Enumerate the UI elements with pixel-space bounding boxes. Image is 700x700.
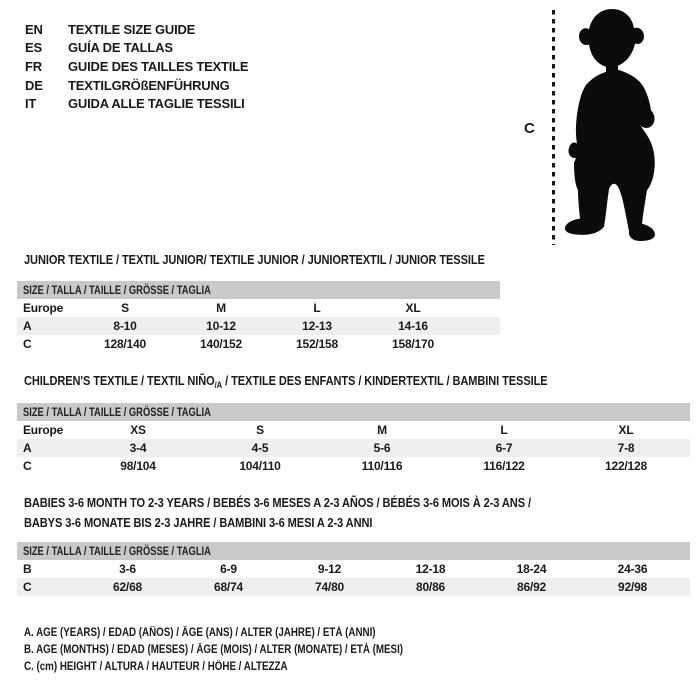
guide-title-it: GUIDA ALLE TAGLIE TESSILI [68, 96, 245, 112]
table-row-age [17, 317, 500, 335]
age-cell: 12-13 [302, 319, 332, 333]
table-row-height [17, 457, 690, 475]
age-cell: 7-8 [617, 441, 635, 455]
language-code: DE [25, 77, 43, 93]
section-title-children-sub: /A [214, 380, 223, 390]
row-label: B [23, 562, 32, 576]
size-cell: M [216, 301, 226, 315]
size-cell: S [121, 301, 129, 315]
table-row-europe [17, 421, 690, 439]
guide-title-de: TEXTILGRÖßENFÜHRUNG [68, 77, 230, 93]
height-cell: 110/116 [361, 459, 403, 473]
age-cell: 3-6 [119, 562, 136, 576]
size-cell: L [500, 423, 508, 437]
height-cell: 158/170 [392, 337, 434, 351]
height-cell: 122/128 [605, 459, 647, 473]
language-code: IT [25, 96, 37, 112]
age-cell: 4-5 [251, 441, 269, 455]
children-size-table [17, 403, 690, 475]
height-cell: 86/92 [516, 580, 547, 594]
table-row-europe [17, 299, 500, 317]
height-cell: 68/74 [213, 580, 244, 594]
footnote-b-age-months: B. AGE (MONTHS) / EDAD (MESES) / ÂGE (MOIS) / ALTER (MONATE) / ETÀ (MESI) [24, 643, 404, 656]
language-row-en [25, 20, 248, 39]
height-cell: 104/110 [239, 459, 281, 473]
age-cell: 6-9 [220, 562, 237, 576]
age-cell: 12-18 [415, 562, 446, 576]
language-code: FR [25, 58, 42, 74]
height-cell: 98/104 [120, 459, 156, 473]
section-title-children [24, 373, 548, 390]
row-label: C [23, 580, 32, 594]
language-row-it [25, 94, 248, 113]
language-row-de [25, 76, 248, 95]
table-row-height [17, 578, 690, 596]
row-label: A [23, 319, 32, 333]
height-cell: 116/122 [483, 459, 525, 473]
guide-title-fr: GUIDE DES TAILLES TEXTILE [68, 58, 249, 74]
age-cell: 10-12 [206, 319, 236, 333]
age-cell: 3-4 [129, 441, 147, 455]
section-title-children-post: / TEXTILE DES ENFANTS / KINDERTEXTIL / BAMBINI TESSILE [222, 373, 548, 388]
babies-size-table [17, 542, 690, 596]
size-cell: XS [130, 423, 146, 437]
junior-table-header-bar [17, 281, 500, 299]
table-row-height [17, 335, 500, 353]
size-cell: S [256, 423, 264, 437]
table-row-age [17, 439, 690, 457]
size-header-label: SIZE / TALLA / TAILLE / GRÖSSE / TAGLIA [23, 544, 211, 558]
footnote-c-height: C. (cm) HEIGHT / ALTURA / HAUTEUR / HÖHE / ALTEZZA [24, 660, 288, 673]
guide-title-en: TEXTILE SIZE GUIDE [68, 21, 196, 37]
size-header-label: SIZE / TALLA / TAILLE / GRÖSSE / TAGLIA [23, 283, 211, 297]
language-code: EN [25, 21, 43, 37]
babies-table-header-bar [17, 542, 690, 560]
height-cell: 74/80 [314, 580, 345, 594]
height-measure-label: C [524, 120, 535, 137]
age-cell: 8-10 [113, 319, 137, 333]
language-code: ES [25, 40, 42, 56]
section-title-babies-line2: BABYS 3-6 MONATE BIS 2-3 JAHRE / BAMBINI 3-6 MESI A 2-3 ANNI [24, 515, 373, 530]
row-label: C [23, 337, 32, 351]
language-title-list [25, 20, 248, 113]
language-row-es [25, 39, 248, 58]
language-row-fr [25, 57, 248, 76]
height-cell: 92/98 [617, 580, 648, 594]
children-table-header-bar [17, 403, 690, 421]
age-cell: 9-12 [317, 562, 342, 576]
age-cell: 5-6 [373, 441, 391, 455]
height-cell: 140/152 [200, 337, 242, 351]
size-cell: XL [618, 423, 634, 437]
height-cell: 128/140 [104, 337, 146, 351]
size-cell: L [313, 301, 321, 315]
height-cell: 62/68 [112, 580, 143, 594]
row-label: Europe [23, 301, 64, 315]
size-cell: XL [405, 301, 421, 315]
section-title-children-pre: CHILDREN'S TEXTILE / TEXTIL NIÑO [24, 373, 215, 388]
age-cell: 24-36 [617, 562, 648, 576]
section-title-junior: JUNIOR TEXTILE / TEXTIL JUNIOR/ TEXTILE JUNIOR / JUNIORTEXTIL / JUNIOR TESSILE [24, 252, 485, 267]
junior-size-table [17, 281, 500, 353]
height-cell: 152/158 [296, 337, 338, 351]
footnote-a-age-years: A. AGE (YEARS) / EDAD (AÑOS) / ÂGE (ANS) / ALTER (JAHRE) / ETÀ (ANNI) [24, 627, 376, 639]
age-cell: 14-16 [398, 319, 428, 333]
guide-title-es: GUÍA DE TALLAS [68, 40, 173, 56]
row-label: A [23, 441, 32, 455]
age-cell: 18-24 [516, 562, 547, 576]
size-cell: M [377, 423, 387, 437]
size-header-label: SIZE / TALLA / TAILLE / GRÖSSE / TAGLIA [23, 405, 211, 419]
height-cell: 80/86 [415, 580, 446, 594]
row-label: C [23, 459, 32, 473]
table-row-age-months [17, 560, 690, 578]
age-cell: 6-7 [495, 441, 513, 455]
section-title-babies-line1: BABIES 3-6 MONTH TO 2-3 YEARS / BEBÉS 3-6 MESES A 2-3 AÑOS / BÉBÉS 3-6 MOIS À 2-3 ANS / [24, 495, 531, 510]
footnote-legend [24, 627, 470, 677]
toddler-silhouette-icon [551, 7, 671, 245]
row-label: Europe [23, 423, 64, 437]
